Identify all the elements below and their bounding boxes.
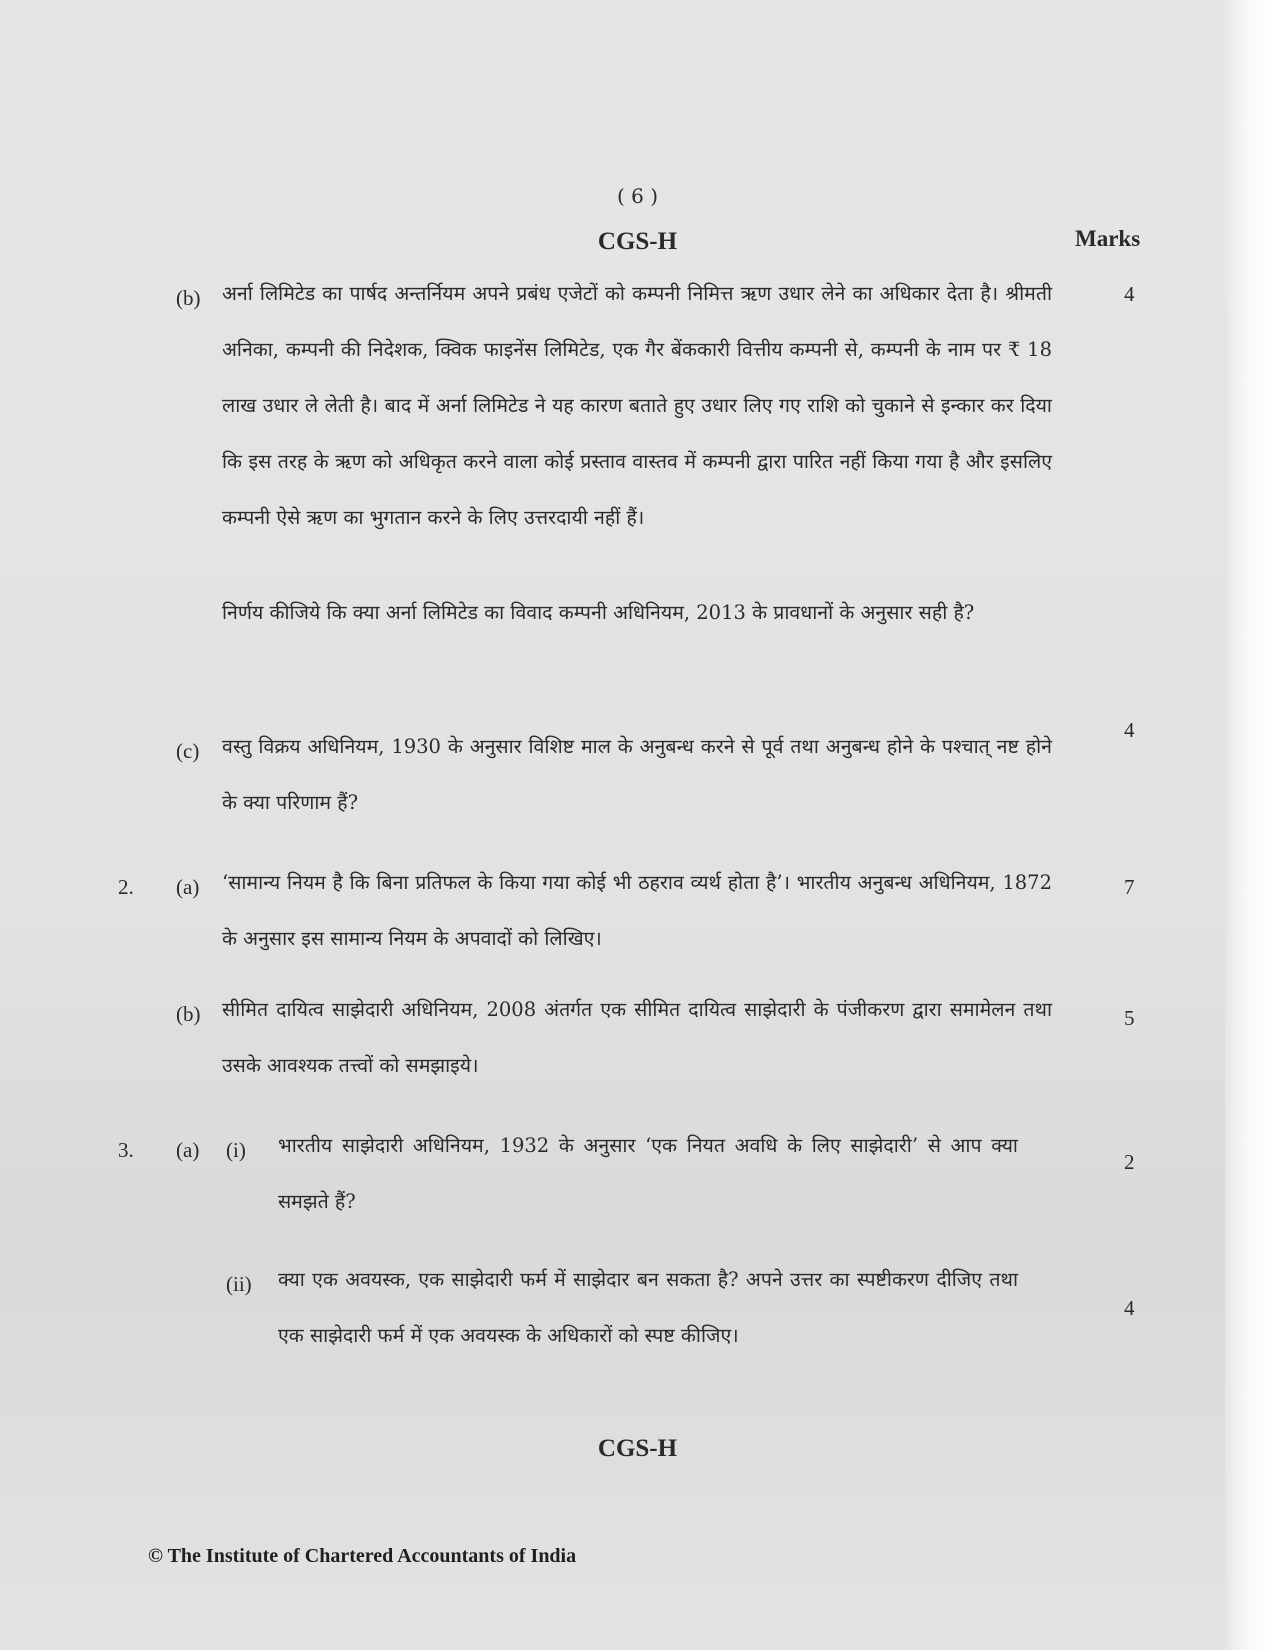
q3-number: 3.: [118, 1138, 134, 1162]
q3a-ii-label: (ii): [226, 1272, 252, 1296]
q1c-text: वस्तु विक्रय अधिनियम, 1930 के अनुसार विशिष्ट माल के अनुबन्ध करने से पूर्व तथा अनुबन्ध होने के पश्चात् नष्ट होने के क्या परिणाम हैं?: [222, 735, 1052, 814]
q3a-ii-text: क्या एक अवयस्क, एक साझेदारी फर्म में साझेदार बन सकता है? अपने उत्तर का स्पष्टीकरण दीजिए तथा एक साझेदारी फर्म में एक अवयस्क के अधिकारों को स्पष्ट कीजिए।: [278, 1268, 1018, 1347]
q1c-label: (c): [176, 739, 200, 763]
q3a-i-text: भारतीय साझेदारी अधिनियम, 1932 के अनुसार ‘एक नियत अवधि के लिए साझेदारी’ से आप क्या समझते हैं?: [278, 1134, 1018, 1213]
paper-code-top: CGS-H: [597, 228, 678, 255]
q2b-text: सीमित दायित्व साझेदारी अधिनियम, 2008 अंतर्गत एक सीमित दायित्व साझेदारी के पंजीकरण द्वारा समामेलन तथा उसके आवश्यक तत्त्वों को समझाइये।: [222, 998, 1052, 1077]
q2b-marks: 5: [1124, 1006, 1135, 1030]
q3a-ii-marks: 4: [1124, 1296, 1135, 1320]
q1b-text-decide: निर्णय कीजिये कि क्या अर्ना लिमिटेड का विवाद कम्पनी अधिनियम, 2013 के प्रावधानों के अनुसार सही है?: [222, 601, 975, 624]
q3a-i-marks: 2: [1124, 1150, 1135, 1174]
q2a-marks: 7: [1124, 875, 1135, 899]
q1b-marks: 4: [1124, 282, 1135, 306]
copyright-footer: © The Institute of Chartered Accountants of India: [148, 1545, 577, 1567]
q1b-text: अर्ना लिमिटेड का पार्षद अन्तर्नियम अपने प्रबंध एजेटों को कम्पनी निमित्त ऋण उधार लेने का अधिकार देता है। श्रीमती अनिका, कम्पनी की निदेशक, क्विक फाइनेंस लिमिटेड, एक गैर बेंककारी वित्तीय कम्पनी से, कम्पनी के नाम पर ₹ 18 लाख उधार ले लेती है। बाद में अर्ना लिमिटेड ने यह कारण बताते हुए उधार लिए गए राशि को चुकाने से इन्कार कर दिया कि इस तरह के ऋण को अधिकृत करने वाला कोई प्रस्ताव वास्तव में कम्पनी द्वारा पारित नहीं किया गया है और इसलिए कम्पनी ऐसे ऋण का भुगतान करने के लिए उत्तरदायी नहीं हैं।: [222, 282, 1052, 529]
q1c-marks: 4: [1124, 718, 1135, 742]
q2a-text: ‘सामान्य नियम है कि बिना प्रतिफल के किया गया कोई भी ठहराव व्यर्थ होता है’। भारतीय अनुबन्ध अधिनियम, 1872 के अनुसार इस सामान्य नियम के अपवादों को लिखिए।: [222, 871, 1052, 950]
page-number: ( 6 ): [616, 184, 659, 208]
q2-number: 2.: [118, 875, 134, 899]
q2a-label: (a): [176, 875, 200, 899]
q2b-label: (b): [176, 1002, 201, 1026]
q3a-label: (a): [176, 1138, 200, 1162]
paper-code-bottom: CGS-H: [597, 1435, 678, 1462]
q3a-i-label: (i): [226, 1138, 246, 1162]
q1b-label: (b): [176, 286, 201, 310]
marks-heading: Marks: [1075, 226, 1141, 251]
